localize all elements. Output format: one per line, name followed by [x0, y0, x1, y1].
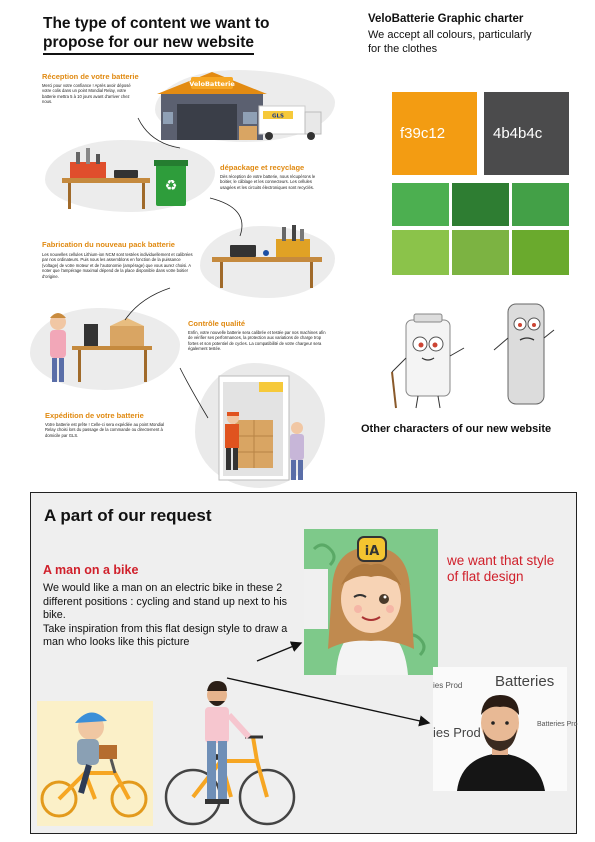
step-title: Contrôle qualité	[188, 319, 246, 328]
step-title: Fabrication du nouveau pack batterie	[42, 240, 175, 249]
photo-wall-text: ies Prod	[433, 681, 463, 690]
man-on-bike-title: A man on a bike	[43, 563, 139, 577]
step-title: Expédition de votre batterie	[45, 411, 144, 420]
color-swatch-grey: 4b4b4c	[484, 92, 569, 175]
avatar-badge: iA	[364, 544, 380, 559]
recycle-icon: ♻	[164, 177, 178, 193]
photo-wall-text: ies Prod	[433, 725, 481, 740]
green-swatch-grid	[392, 183, 569, 275]
step-title: Réception de votre batterie	[42, 72, 139, 81]
photo-wall-text: Batteries	[495, 673, 555, 690]
truck-logo: GLS	[272, 113, 284, 120]
color-swatch-green	[512, 230, 569, 275]
battery-characters-illustration	[380, 298, 560, 413]
battery-character-right	[494, 304, 554, 404]
color-swatch-green	[392, 230, 449, 275]
charter-subtitle: We accept all colours, particularly for the clothes	[368, 29, 532, 55]
color-swatch-green	[452, 230, 509, 275]
page-heading: The type of content we want to propose for our new website	[43, 14, 269, 55]
process-arrows	[30, 58, 330, 490]
color-swatch-orange: f39c12	[392, 92, 477, 175]
charter-title: VeloBatterie Graphic charter	[368, 13, 524, 25]
color-swatch-green	[512, 183, 569, 226]
step-title: dépackage et recyclage	[220, 163, 305, 172]
color-swatch-green	[392, 183, 449, 226]
battery-character-left	[392, 314, 464, 408]
step-text: Votre batterie est prête ! Celle-ci sera expédiée au point Mondial Relay choisi lors du passage de la commande ou directement à domicile par GLS.	[45, 422, 165, 438]
step-text: Dès réception de votre batterie, nous récupérons le boitier, le câblage et les connecteurs. Les cellules usagées et les circuits électroniques sont recyclés.	[220, 174, 316, 190]
request-box	[30, 492, 577, 834]
request-arrows	[31, 493, 578, 835]
style-note: we want that style of flat design	[447, 553, 555, 584]
characters-caption: Other characters of our new website	[361, 423, 552, 435]
color-swatch-green	[452, 183, 509, 226]
warehouse-sign: VeloBatterie	[189, 80, 235, 88]
step-text: Merci pour votre confiance ! Après avoir déposé votre colis dans un point Mondial Relay, votre batterie mettra 5 à 10 jours avant d'arriver chez nous.	[42, 83, 131, 105]
request-title: A part of our request	[44, 506, 212, 525]
process-infographic	[30, 58, 330, 490]
photo-wall-text: Batteries Pro	[537, 721, 578, 728]
request-description: We would like a man on an electric bike in these 2 different positions : cycling and stand up next to his bike. Take inspiration from this flat design style to draw a man who looks like this picture	[43, 582, 288, 649]
step-text: Enfin, votre nouvelle batterie sera calibrée et testée par nos machines afin de vérifier ses performances, la protection aux variations de charge trop fortes et son potentiel de cycles. La compatibilité de votre chargeur sera également testée.	[188, 330, 326, 352]
step-text: Les nouvelles cellules Lithium-ion NCM sont testées individuellement et calibrées par nos ordinateurs. Puis nous les assemblons en fonction de la puissance (voltage) de votre moteur et de l'autonomie (ampérage) que vous aurez choisi. A noter que l'ampérage maximal dépend de la place disponible dans votre boitier d'origine.	[42, 252, 193, 279]
